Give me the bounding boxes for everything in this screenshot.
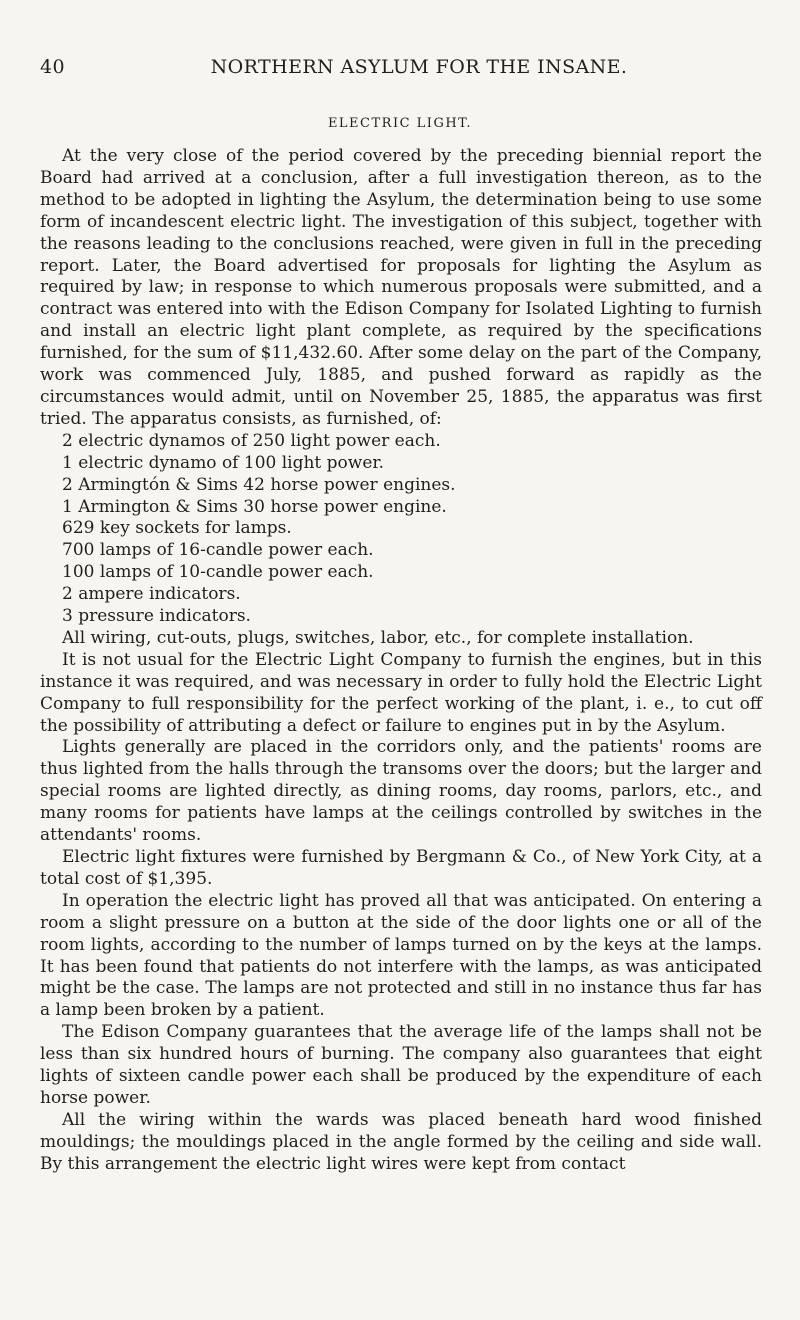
body-text (40, 146, 762, 1176)
list-item: 3 pressure indicators. (62, 606, 251, 627)
list-item: 700 lamps of 16-candle power each. (62, 540, 374, 561)
paragraph: In operation the electric light has proved all that was anticipated. On entering a room a slight pressure on a button at the side of the door lights one or all of the room lights, according to the number of lamps turned on by the keys at the lamps. It has been found that patients do not interfere with the lamps, as was anticipated might be the case. The lamps are not protected and still in no instance thus far has a lamp been broken by a patient. (40, 890, 762, 1021)
paragraph: At the very close of the period covered by the preceding biennial report the Board had arrived at a conclusion, after a full investigation thereon, as to the method to be adopted in lighting the Asylum, the determination being to use some form of incandescent electric light. The investigation of this subject, together with the reasons leading to the conclusions reached, were given in full in the preceding report. Later, the Board advertised for proposals for lighting the Asylum as required by law; in response to which numerous proposals were submitted, and a contract was entered into with the Edison Company for Isolated Lighting to furnish and install an electric light plant complete, as required by the specifications furnished, for the sum of $11,432.60. After some delay on the part of the Company, work was commenced July, 1885, and pushed forward as rapidly as the circumstances would admit, until on November 25, 1885, the apparatus was first tried. The apparatus consists, as furnished, of: (40, 146, 762, 429)
paragraph: Lights generally are placed in the corridors only, and the patients' rooms are thus lighted from the halls through the transoms over the doors; but the larger and special rooms are lighted directly, as dining rooms, day rooms, parlors, etc., and many rooms for patients have lamps at the ceilings controlled by switches in the attendants' rooms. (40, 737, 762, 846)
list-item: 1 Armington & Sims 30 horse power engine. (62, 496, 447, 517)
section-title: ELECTRIC LIGHT. (327, 116, 473, 131)
running-head: NORTHERN ASYLUM FOR THE INSANE. (210, 56, 628, 78)
paragraph: It is not usual for the Electric Light Company to furnish the engines, but in this instance it was required, and was necessary in order to fully hold the Electric Light Company to full responsibility for the perfect working of the plant, i. e., to cut off the possibility of attributing a defect or failure to engines put in by the Asylum. (40, 649, 762, 736)
paragraph: Electric light fixtures were furnished by Bergmann & Co., of New York City, at a total cost of $1,395. (40, 847, 762, 889)
paragraph: All the wiring within the wards was placed beneath hard wood finished mouldings; the mouldings placed in the angle formed by the ceiling and side wall. By this arrangement the electric light wires were kept from contact (40, 1109, 762, 1174)
list-item: 100 lamps of 10-candle power each. (62, 562, 374, 583)
list-item: 2 electric dynamos of 250 light power each. (62, 430, 441, 451)
apparatus-list (40, 431, 762, 628)
list-item: 2 Armingtón & Sims 42 horse power engines. (62, 474, 456, 495)
list-item: 1 electric dynamo of 100 light power. (62, 452, 385, 473)
page-number: 40 (40, 56, 65, 78)
list-item: 2 ampere indicators. (62, 584, 241, 605)
list-item: 629 key sockets for lamps. (62, 518, 292, 539)
paragraph: The Edison Company guarantees that the average life of the lamps shall not be less than six hundred hours of burning. The company also guarantees that eight lights of sixteen candle power each shall be produced by the expenditure of each horse power. (40, 1022, 762, 1108)
paragraph: All wiring, cut-outs, plugs, switches, labor, etc., for complete installation. (62, 627, 694, 648)
page-header (40, 56, 760, 78)
